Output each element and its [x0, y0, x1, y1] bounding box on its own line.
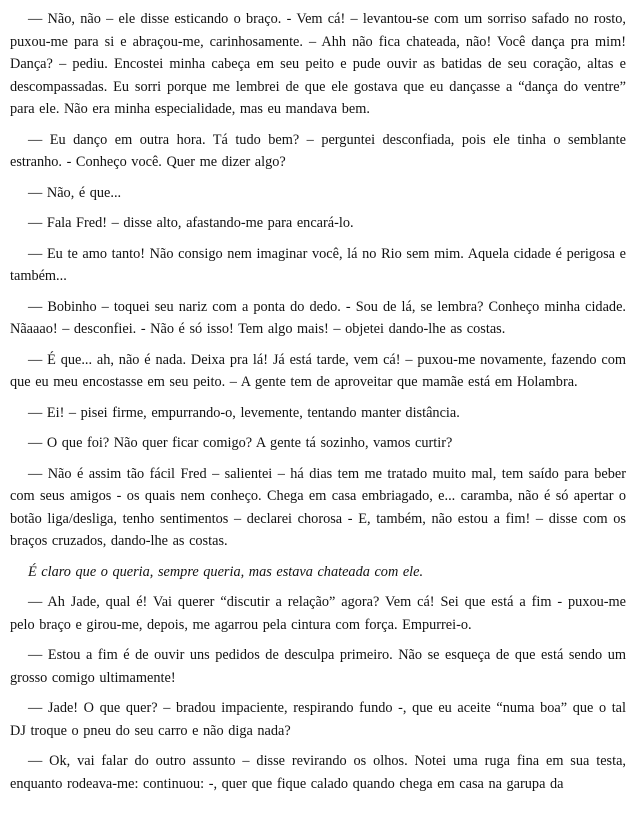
paragraph: — Eu te amo tanto! Não consigo nem imaginar você, lá no Rio sem mim. Aquela cidade é perigosa e também... — [10, 245, 626, 284]
paragraph: — Estou a fim é de ouvir uns pedidos de desculpa primeiro. Não se esqueça de que está sendo um grosso comigo ultimamente! — [10, 647, 626, 686]
paragraph: — Eu danço em outra hora. Tá tudo bem? – perguntei desconfiada, pois ele tinha o semblante estranho. - Conheço você. Quer me dizer algo? — [10, 131, 626, 170]
paragraph: — Fala Fred! – disse alto, afastando-me para encará-lo. — [28, 215, 354, 231]
paragraph: — O que foi? Não quer ficar comigo? A gente tá sozinho, vamos curtir? — [28, 435, 453, 451]
paragraph: — Bobinho – toquei seu nariz com a ponta do dedo. - Sou de lá, se lembra? Conheço minha cidade. Nãaaao! – desconfiei. - Não é só isso! Tem algo mais! – objetei dando-lhe as costas. — [10, 298, 626, 337]
paragraph: — É que... ah, não é nada. Deixa pra lá! Já está tarde, vem cá! – puxou-me novamente, fazendo com que eu meu encostasse em seu peito. – A gente tem de aproveitar que mamãe está em Holambra. — [10, 351, 626, 390]
paragraph: — Não é assim tão fácil Fred – salientei – há dias tem me tratado muito mal, tem saído para beber com seus amigos - os quais nem conheço. Chega em casa embriagado, e... caramba, não é só apertar o botão liga/desliga, tenho sentimentos – declarei chorosa - E, também, não estou a fim! – disse com os braços cruzados, dando-lhe as costas. — [10, 465, 626, 549]
paragraph: — Ah Jade, qual é! Vai querer “discutir a relação” agora? Vem cá! Sei que está a fim - puxou-me pelo braço e girou-me, depois, me agarrou pela cintura com força. Empurrei-o. — [10, 594, 626, 633]
paragraph: — Jade! O que quer? – bradou impaciente, respirando fundo -, que eu aceite “numa boa” que o tal DJ troque o pneu do seu carro e não diga nada? — [10, 700, 626, 739]
paragraph: — Ei! – pisei firme, empurrando-o, levemente, tentando manter distância. — [28, 404, 460, 421]
paragraph: — Ok, vai falar do outro assunto – disse revirando os olhos. Notei uma ruga fina em sua testa, enquanto rodeava-me: continuou: -, quer que fique calado quando chega em casa na garupa da — [10, 753, 626, 792]
paragraph: — Não, não – ele disse esticando o braço. - Vem cá! – levantou-se com um sorriso safado no rosto, puxou-me para si e abraçou-me, carinhosamente. – Ahh não fica chateada, não! Você dança pra mim! Dança? – pediu. Encostei minha cabeça em seu peito e pude ouvir as batidas de seu coração, altas e descompassadas. Eu sorri porque me lembrei de que ele gostava que eu dançasse a “dança do ventre” para ele. Não era minha especialidade, mas eu mandava bem. — [10, 11, 626, 117]
paragraph: — Não, é que... — [28, 184, 122, 201]
document-page — [10, 8, 626, 803]
italic-paragraph: É claro que o queria, sempre queria, mas estava chateada com ele. — [28, 563, 424, 580]
